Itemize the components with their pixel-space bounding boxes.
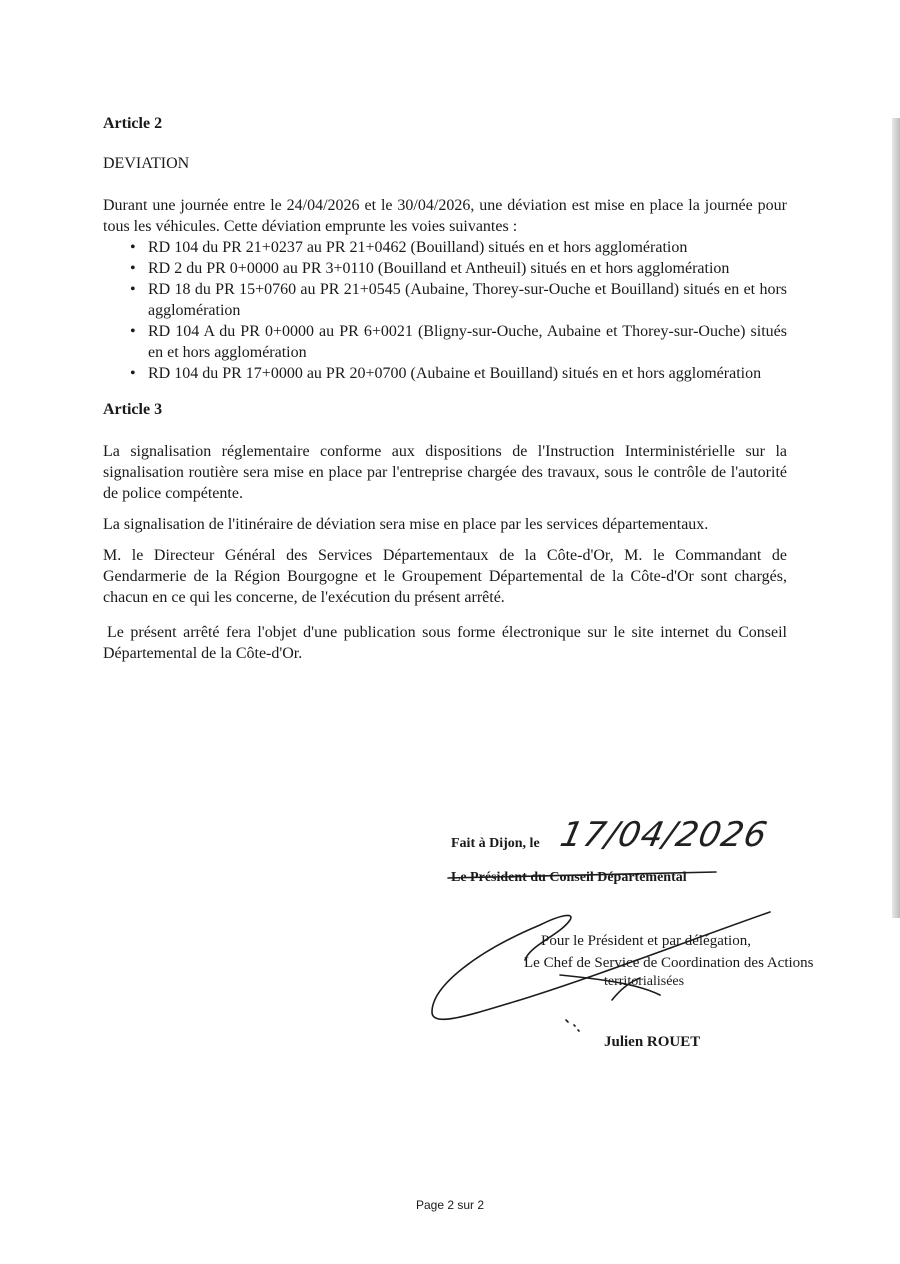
signer-name: Julien ROUET — [604, 1034, 701, 1050]
deviation-heading: DEVIATION — [103, 155, 190, 172]
execution-paragraph: M. le Directeur Général des Services Départementaux de la Côte-d'Or, M. le Commandant de Gendarmerie de la Région Bourgogne et le Groupement Départemental de la Côte-d'Or sont chargés, chacun en ce qui les concerne, de l'exécution du présent arrêté. — [103, 547, 787, 606]
deviation-intro: Durant une journée entre le 24/04/2026 et le 30/04/2026, une déviation est mise en place la journée pour tous les véhicules. Cette déviation emprunte les voies suivantes : — [103, 197, 787, 235]
article-2-title: Article 2 — [103, 115, 163, 132]
president-title: Le Président du Conseil Départemental — [451, 870, 687, 885]
publication-paragraph: Le présent arrêté fera l'objet d'une publication sous forme électronique sur le site internet du Conseil Départemental de la Côte-d'Or. — [103, 624, 787, 662]
handwritten-date: 17/04/2026 — [556, 815, 772, 855]
list-item: • RD 104 A du PR 0+0000 au PR 6+0021 (Bligny-sur-Ouche, Aubaine et Thorey-sur-Ouche) situés en et hors agglomération — [148, 321, 787, 363]
article-3-title: Article 3 — [103, 401, 163, 418]
delegation-line-2: Le Chef de Service de Coordination des Actions — [524, 955, 814, 971]
document-body — [103, 113, 787, 664]
delegation-line-3: territorialisées — [604, 974, 685, 989]
page-footer: Page 2 sur 2 — [415, 1198, 485, 1212]
deviation-signage-paragraph: La signalisation de l'itinéraire de déviation sera mise en place par les services départementaux. — [103, 516, 709, 533]
scan-edge — [892, 118, 900, 918]
list-item: • RD 104 du PR 17+0000 au PR 20+0700 (Aubaine et Bouilland) situés en et hors agglomération — [148, 363, 787, 384]
place-label: Fait à Dijon, le — [451, 836, 540, 851]
list-item: • RD 104 du PR 21+0237 au PR 21+0462 (Bouilland) situés en et hors agglomération — [148, 237, 787, 258]
list-item: • RD 18 du PR 15+0760 au PR 21+0545 (Aubaine, Thorey-sur-Ouche et Bouilland) situés en et hors agglomération — [148, 279, 787, 321]
signalisation-paragraph: La signalisation réglementaire conforme aux dispositions de l'Instruction Interministérielle sur la signalisation routière sera mise en place par l'entreprise chargée des travaux, sous le contrôle de l'autorité de police compétente. — [103, 443, 787, 502]
delegation-line-1: Pour le Président et par délégation, — [541, 933, 751, 949]
road-list — [103, 237, 787, 384]
list-item: • RD 2 du PR 0+0000 au PR 3+0110 (Bouilland et Antheuil) situés en et hors agglomération — [148, 258, 787, 279]
